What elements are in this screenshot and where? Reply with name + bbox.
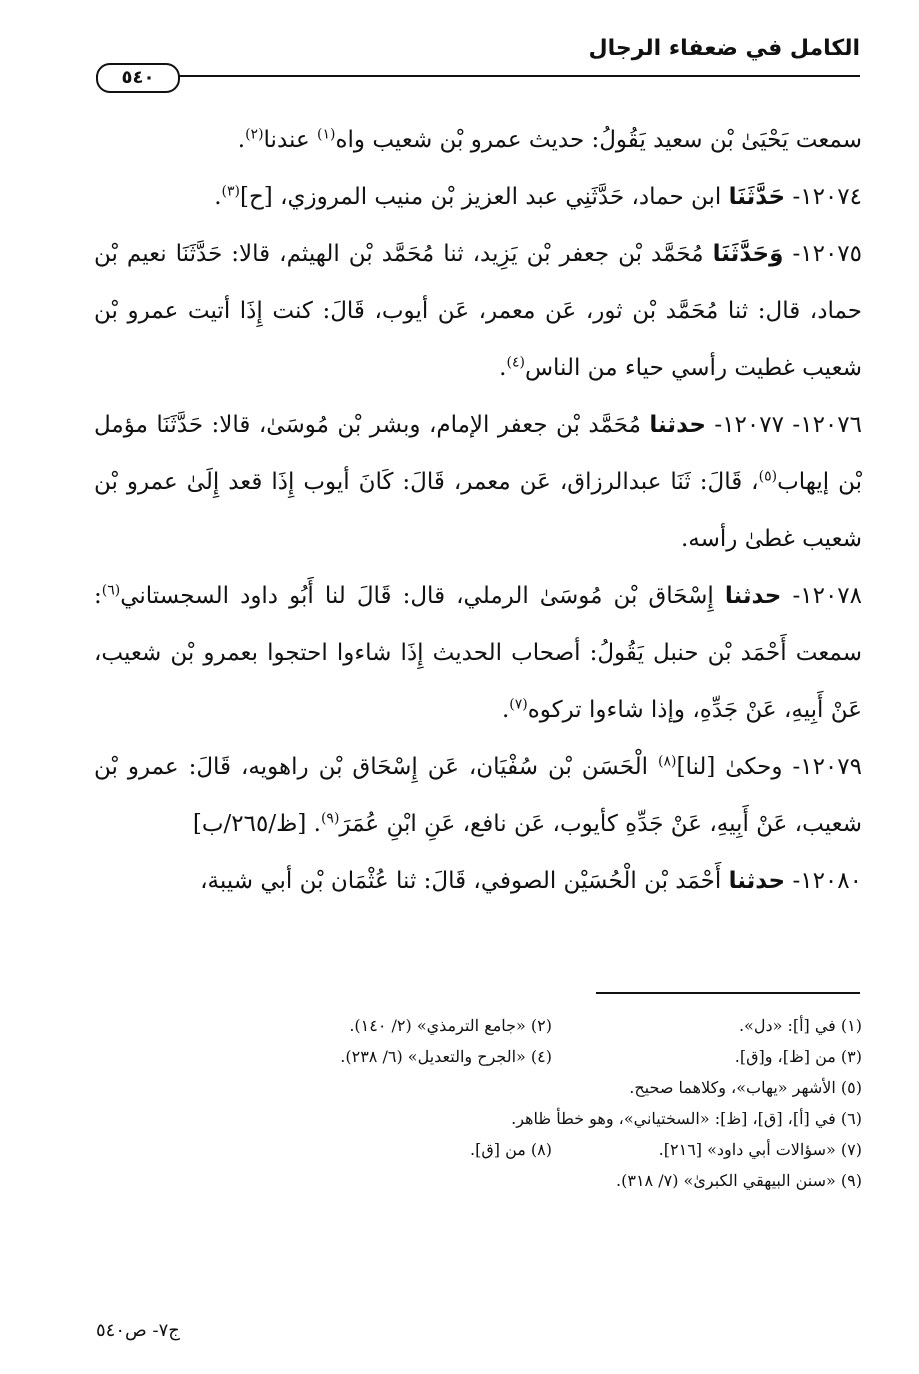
footnote-ref[interactable]: (٢) (245, 126, 264, 143)
hadith-12076: ١٢٠٧٦- ١٢٠٧٧- حدثنا مُحَمَّد بْن جعفر الإمام، وبشر بْن مُوسَىٰ، قالا: حَدَّثَنَا مؤمل بْن إيهاب$^{(٥)}$، قَالَ: ثَنَا عبدالرزاق، عَن معمر، قَالَ: كَانَ أيوب إِذَا قعد إِلَىٰ عمرو بْن شعيب غطىٰ رأسه. (94, 412, 862, 552)
paragraph-1: سمعت يَحْيَىٰ بْن سعيد يَقُولُ: حديث عمرو بْن شعيب واه$^{(١)}$ عندنا$^{(٢)}$. (237, 126, 862, 153)
volume-page-reference: ج٧- ص٥٤٠ (96, 1320, 180, 1341)
footnote-1: (١) في [أ]: «دل». (738, 1016, 862, 1035)
main-text (94, 112, 862, 910)
header-rule (96, 75, 860, 77)
page-number-badge: ٥٤٠ (96, 63, 180, 93)
narration-keyword: حدثنا (728, 868, 786, 894)
footnote-9: (٩) «سنن البيهقي الكبرىٰ» (٧/ ٣١٨). (616, 1171, 862, 1190)
hadith-number: ١٢٠٧٦- ١٢٠٧٧- (714, 412, 862, 438)
hadith-number: ١٢٠٨٠- (792, 868, 862, 894)
footnote-row (150, 1165, 862, 1196)
footnote-row (150, 1072, 862, 1103)
hadith-12074: ١٢٠٧٤- حَدَّثَنَا ابن حماد، حَدَّثَنِي عبد العزيز بْن منيب المروزي، [ح]$^{(٣)}$. (214, 183, 862, 210)
footnote-ref[interactable]: (٦) (101, 582, 121, 599)
hadith-12079: ١٢٠٧٩- وحكىٰ [لنا]$^{(٨)}$ الْحَسَن بْن سُفْيَان، عَن إِسْحَاق بْن راهويه، قَالَ: عمرو بْن شعيب، عَنْ أَبِيهِ، عَنْ جَدِّهِ كأيوب، عَن نافع، عَنِ ابْنِ عُمَرَ$^{(٩)}$. [ظ/٢٦٥/ب] (94, 753, 862, 837)
footnote-6: (٦) في [أ]، [ق]، [ظ]: «السختياني»، وهو خطأ ظاهر. (511, 1109, 862, 1128)
footnote-ref[interactable]: (٣) (221, 183, 240, 200)
footnote-7: (٧) «سؤالات أبي داود» [٢١٦]. (658, 1140, 862, 1159)
footnote-row (150, 1103, 862, 1134)
narration-keyword: حدثنا (724, 583, 782, 609)
footnote-8: (٨) من [ق]. (470, 1140, 552, 1159)
footnote-3: (٣) من [ظ]، و[ق]. (734, 1047, 862, 1066)
footnote-2: (٢) «جامع الترمذي» (٢/ ١٤٠). (349, 1016, 552, 1035)
hadith-12080: ١٢٠٨٠- حدثنا أَحْمَد بْن الْحُسَيْن الصوفي، قَالَ: ثنا عُثْمَان بْن أبي شيبة، (200, 868, 862, 894)
footnote-ref[interactable]: (٥) (758, 468, 778, 485)
narration-keyword: وَحَدَّثَنَا (712, 241, 784, 267)
footnote-ref[interactable]: (٨) (658, 753, 677, 770)
footnote-ref[interactable]: (٧) (509, 696, 528, 713)
footnote-row (150, 1134, 862, 1165)
hadith-number: ١٢٠٧٤- (792, 184, 862, 210)
hadith-12075: ١٢٠٧٥- وَحَدَّثَنَا مُحَمَّد بْن جعفر بْن يَزِيد، ثنا مُحَمَّد بْن الهيثم، قالا: حَدَّثَنَا نعيم بْن حماد، قال: ثنا مُحَمَّد بْن ثور، عَن معمر، عَن أيوب، قَالَ: كنت إِذَا أتيت عمرو بْن شعيب غطيت رأسي حياء من الناس$^{(٤)}$. (94, 241, 863, 381)
footnote-5: (٥) الأشهر «يهاب»، وكلاهما صحيح. (629, 1078, 862, 1097)
narration-keyword: حدثنا (649, 412, 706, 438)
hadith-number: ١٢٠٧٥- (792, 241, 863, 267)
hadith-number: ١٢٠٧٨- (792, 583, 863, 609)
narration-keyword: حَدَّثَنَا (728, 184, 786, 210)
footnotes (150, 1010, 862, 1196)
footnote-ref[interactable]: (٩) (320, 810, 340, 827)
footnote-4: (٤) «الجرح والتعديل» (٦/ ٢٣٨). (340, 1047, 552, 1066)
footnote-divider (596, 992, 860, 994)
hadith-number: ١٢٠٧٩- (792, 754, 862, 780)
footnote-row (150, 1010, 862, 1041)
page-header (96, 36, 860, 88)
hadith-12078: ١٢٠٧٨- حدثنا إِسْحَاق بْن مُوسَىٰ الرملي، قال: قَالَ لنا أَبُو داود السجستاني$^{(٦)}$: سمعت أَحْمَد بْن حنبل يَقُولُ: أصحاب الحديث إِذَا شاءوا احتجوا بعمرو بْن شعيب، عَنْ أَبِيهِ، عَنْ جَدِّهِ، وإذا شاءوا تركوه$^{(٧)}$. (94, 582, 863, 723)
footnote-row (150, 1041, 862, 1072)
footnote-ref[interactable]: (١) (317, 126, 336, 143)
book-title: الكامل في ضعفاء الرجال (588, 36, 860, 61)
footnote-ref[interactable]: (٤) (506, 354, 525, 371)
